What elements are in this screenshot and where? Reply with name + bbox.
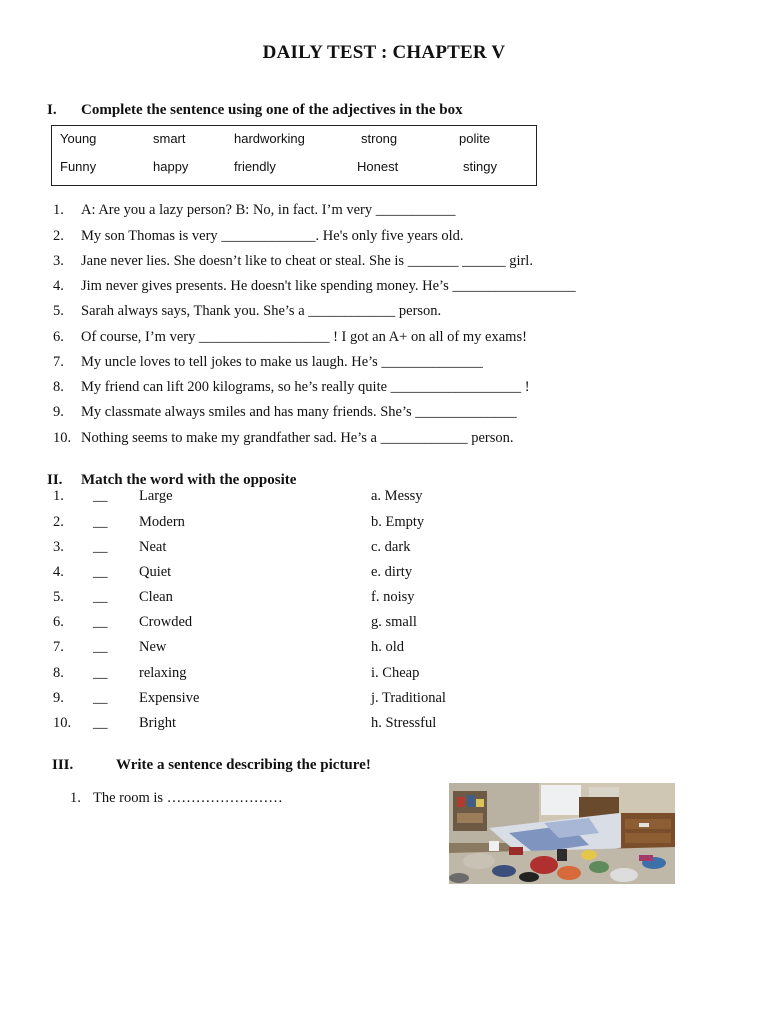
question-text: Sarah always says, Thank you. She’s a ____________ person.	[81, 303, 442, 319]
word-box-item: Honest	[357, 159, 399, 174]
match-option: h. Stressful	[371, 715, 437, 731]
word-box-item: smart	[153, 131, 186, 146]
section-3-title: Write a sentence describing the picture!	[116, 757, 371, 773]
question-text: My friend can lift 200 kilograms, so he’s really quite __________________ !	[81, 379, 530, 395]
match-word: Modern	[139, 514, 185, 530]
question-text: My uncle loves to tell jokes to make us laugh. He’s ______________	[81, 354, 483, 370]
question-number: 8.	[53, 379, 64, 395]
page-title: DAILY TEST : CHAPTER V	[262, 42, 506, 63]
match-number: 7.	[53, 639, 64, 655]
match-word: Clean	[139, 589, 173, 605]
question-number: 9.	[53, 404, 64, 420]
section-1-title: Complete the sentence using one of the adjectives in the box	[81, 102, 463, 118]
question-text: Jim never gives presents. He doesn't like spending money. He’s _________________	[81, 278, 576, 294]
word-box-item: Funny	[60, 159, 97, 174]
section-2-number: II.	[47, 472, 63, 488]
word-box-item: happy	[153, 159, 189, 174]
match-blank: __	[93, 690, 108, 706]
match-option: g. small	[371, 614, 417, 630]
match-blank: __	[93, 564, 108, 580]
match-option: h. old	[371, 639, 405, 655]
match-word: Bright	[139, 715, 177, 731]
match-word: New	[139, 639, 167, 655]
match-word: Expensive	[139, 690, 200, 706]
match-option: c. dark	[371, 539, 411, 555]
match-number: 3.	[53, 539, 64, 555]
match-option: b. Empty	[371, 514, 425, 530]
match-option: i. Cheap	[371, 665, 420, 681]
question-number: 1.	[53, 202, 64, 218]
match-number: 9.	[53, 690, 64, 706]
question-text: My classmate always smiles and has many friends. She’s ______________	[81, 404, 517, 420]
word-box-item: hardworking	[234, 131, 305, 146]
section-1-number: I.	[47, 102, 57, 118]
match-blank: __	[93, 539, 108, 555]
question-number: 7.	[53, 354, 64, 370]
question-text: Jane never lies. She doesn’t like to cheat or steal. She is _______ ______ girl.	[81, 253, 533, 269]
match-word: relaxing	[139, 665, 187, 681]
match-number: 4.	[53, 564, 64, 580]
match-option: f. noisy	[371, 589, 415, 605]
match-number: 5.	[53, 589, 64, 605]
question-number: 3.	[53, 253, 64, 269]
match-option: j. Traditional	[371, 690, 446, 706]
match-blank: __	[93, 589, 108, 605]
match-word: Quiet	[139, 564, 172, 580]
question-number: 5.	[53, 303, 64, 319]
match-number: 2.	[53, 514, 64, 530]
picture-question-text: The room is ……………………	[93, 790, 283, 806]
match-option: a. Messy	[371, 488, 423, 504]
section-1-heading	[47, 102, 547, 122]
adjective-word-box	[51, 125, 537, 186]
match-word: Crowded	[139, 614, 193, 630]
match-blank: __	[93, 488, 108, 504]
word-box-item: polite	[459, 131, 491, 146]
match-number: 10.	[53, 715, 72, 731]
section-3-heading	[52, 757, 452, 777]
word-box-item: strong	[361, 131, 398, 146]
match-number: 6.	[53, 614, 64, 630]
match-blank: __	[93, 514, 108, 530]
section-2-title: Match the word with the opposite	[81, 472, 297, 488]
match-blank: __	[93, 614, 108, 630]
match-number: 1.	[53, 488, 64, 504]
picture-question-number: 1.	[70, 790, 81, 806]
match-option: e. dirty	[371, 564, 413, 580]
question-text: Nothing seems to make my grandfather sad. He’s a ____________ person.	[81, 430, 514, 446]
question-number: 2.	[53, 228, 64, 244]
question-number: 10.	[53, 430, 72, 446]
match-blank: __	[93, 665, 108, 681]
word-box-item: Young	[60, 131, 97, 146]
question-text: My son Thomas is very _____________. He's only five years old.	[81, 228, 464, 244]
question-number: 4.	[53, 278, 64, 294]
question-text: Of course, I’m very __________________ ! I got an A+ on all of my exams!	[81, 329, 527, 345]
word-box-item: stingy	[463, 159, 497, 174]
match-blank: __	[93, 715, 108, 731]
match-number: 8.	[53, 665, 64, 681]
match-blank: __	[93, 639, 108, 655]
match-word: Neat	[139, 539, 167, 555]
section-3-number: III.	[52, 757, 74, 773]
question-number: 6.	[53, 329, 64, 345]
messy-room-photo	[449, 783, 675, 884]
word-box-item: friendly	[234, 159, 276, 174]
question-text: A: Are you a lazy person? B: No, in fact. I’m very ___________	[81, 202, 456, 218]
match-word: Large	[139, 488, 173, 504]
